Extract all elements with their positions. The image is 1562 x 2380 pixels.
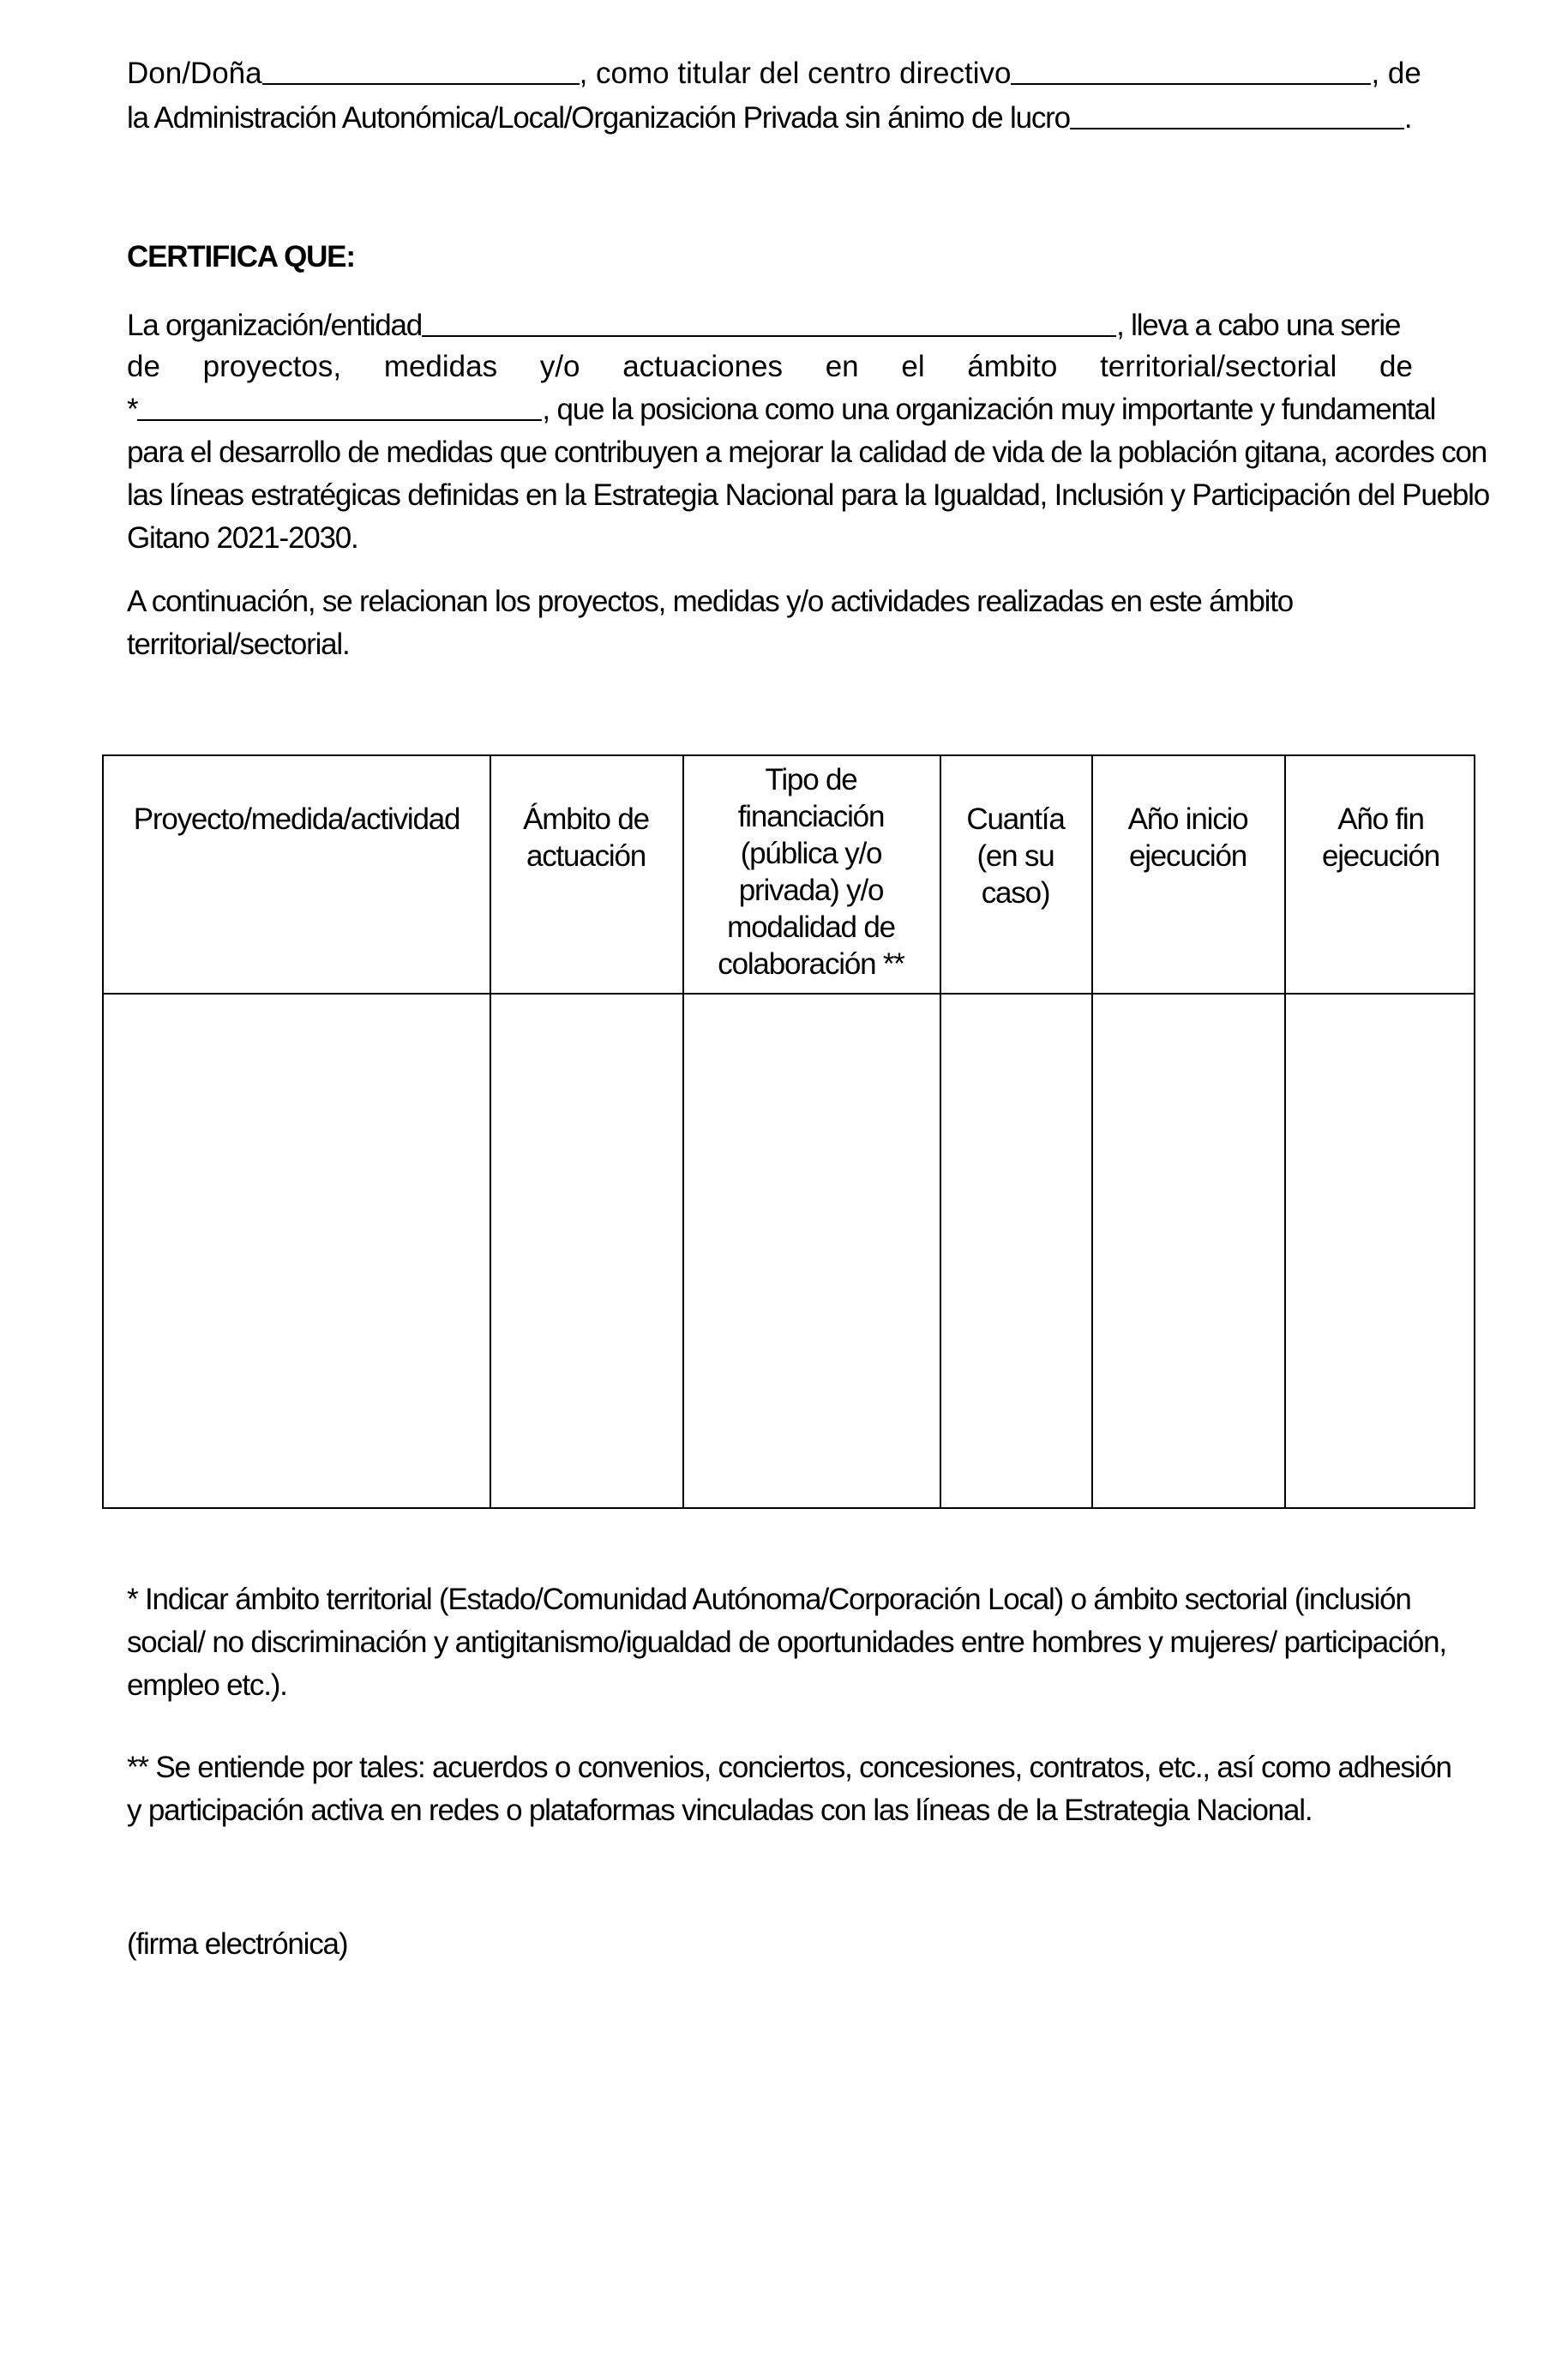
scope-word: en (825, 350, 859, 383)
projects-table (102, 754, 1475, 1509)
territory-field[interactable] (137, 418, 542, 421)
entity-name-field[interactable] (422, 334, 1116, 337)
scope-word: de (127, 350, 160, 383)
signature-label: (firma electrónica) (127, 1927, 348, 1961)
body-text-line: A continuación, se relacionan los proyectos, medidas y/o actividades realizadas en este ámbito (127, 585, 1293, 618)
header-tipo-financiacion: Tipo de financiación (pública y/o privada) y/o modalidad de colaboración ** (718, 763, 904, 981)
footnote-text: empleo etc.). (127, 1668, 287, 1702)
scope-word: de (1379, 350, 1413, 383)
body-text-line: las líneas estratégicas definidas en la Estrategia Nacional para la Igualdad, Inclusión y Participación del Pueblo (127, 478, 1489, 512)
footnote-text: * Indicar ámbito territorial (Estado/Comunidad Autónoma/Corporación Local) o ámbito sectorial (inclusión (127, 1583, 1411, 1616)
administration-line (127, 103, 1411, 133)
body-text-line: para el desarrollo de medidas que contribuyen a mejorar la calidad de vida de la población gitana, acordes con (127, 436, 1487, 469)
scope-word: ámbito (967, 350, 1058, 383)
scope-word: medidas (383, 350, 498, 383)
header-cuantia: Cuantía (en su caso) (966, 802, 1065, 910)
header-cell (1091, 756, 1284, 993)
body-text-line: Gitano 2021-2030. (127, 521, 358, 555)
body-text-line: territorial/sectorial. (127, 628, 350, 661)
table-body-cell-ambito[interactable] (491, 995, 682, 1507)
director-name-field[interactable] (262, 82, 580, 85)
territory-line (127, 394, 1435, 424)
header-cell (1284, 756, 1477, 993)
footnote-text: y participación activa en redes o plataformas vinculadas con las líneas de la Estrategia Nacional. (127, 1794, 1313, 1827)
scope-word: territorial/sectorial (1100, 350, 1337, 383)
header-ambito: Ámbito de actuación (523, 802, 649, 873)
scope-word: y/o (539, 350, 580, 383)
header-cell (490, 756, 682, 993)
period: . (1403, 101, 1412, 135)
certifica-heading: CERTIFICA QUE: (127, 240, 355, 273)
table-body-cell-ano-inicio[interactable] (1093, 995, 1284, 1507)
scope-word: actuaciones (622, 350, 784, 383)
header-ano-inicio: Año inicio ejecución (1127, 802, 1248, 873)
administration-label: la Administración Autonómica/Local/Organización Privada sin ánimo de lucro (127, 101, 1070, 135)
director-line (127, 58, 1421, 88)
header-cell (940, 756, 1091, 993)
header-cell (682, 756, 940, 993)
centro-directivo-label: , como titular del centro directivo (579, 57, 1012, 90)
scope-word: el (901, 350, 925, 383)
footnote-text: social/ no discriminación y antigitanismo/igualdad de oportunidades entre hombres y mujeres/ participación, (127, 1626, 1446, 1659)
don-dona-label: Don/Doña (127, 57, 262, 90)
administration-field[interactable] (1070, 127, 1404, 129)
footnote-text: ** Se entiende por tales: acuerdos o convenios, conciertos, concesiones, contratos, etc., así como adhesión (127, 1751, 1451, 1784)
table-body-cell-proyecto[interactable] (104, 995, 490, 1507)
de-label: , de (1371, 57, 1421, 90)
asterisk: * (127, 393, 138, 426)
header-proyecto: Proyecto/medida/actividad (133, 802, 460, 836)
header-cell (104, 756, 490, 993)
table-body-cell-financiacion[interactable] (684, 995, 940, 1507)
entity-label: La organización/entidad (127, 309, 423, 342)
scope-word: proyectos, (202, 350, 342, 383)
centro-directivo-field[interactable] (1011, 82, 1371, 85)
header-ano-fin: Año fin ejecución (1321, 802, 1440, 873)
table-body-cell-ano-fin[interactable] (1286, 995, 1474, 1507)
territory-text: , que la posiciona como una organización muy importante y fundamental (542, 393, 1436, 426)
entity-line (127, 310, 1400, 340)
scope-line (127, 352, 1413, 382)
serie-label: , lleva a cabo una serie (1116, 309, 1401, 342)
table-body-cell-cuantia[interactable] (941, 995, 1091, 1507)
